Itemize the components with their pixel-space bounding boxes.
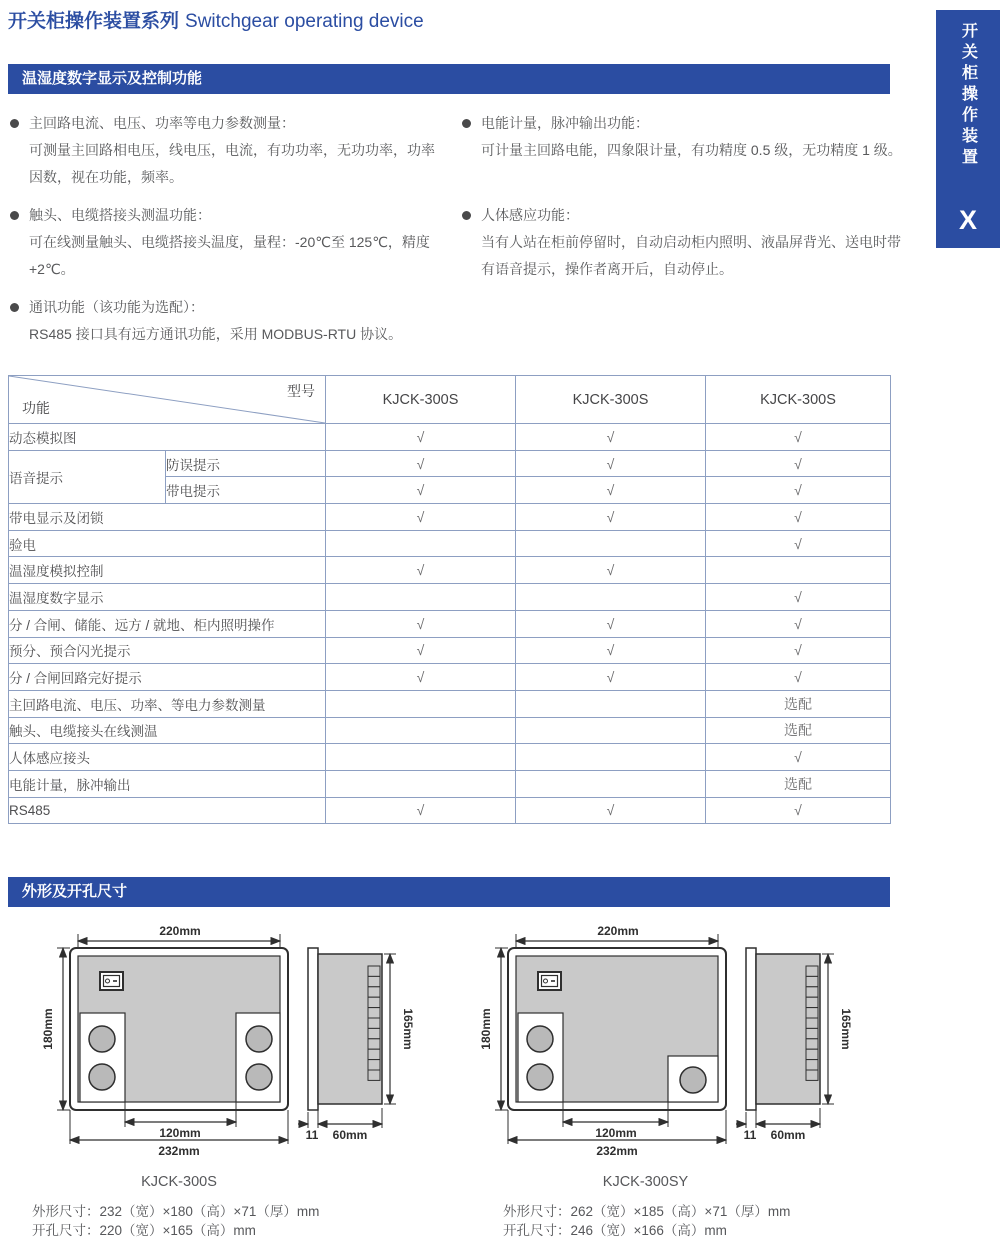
cell: √ — [706, 797, 891, 824]
table-row — [9, 424, 891, 451]
cell: √ — [516, 637, 706, 664]
cell — [326, 717, 516, 744]
cell: √ — [326, 450, 516, 477]
feature-desc: 当有人站在柜前停留时，自动启动柜内照明、液晶屏背光、送电时带有语音提示，操作者离开后，自动停止。 — [481, 234, 901, 277]
cell — [516, 530, 706, 557]
table-row — [9, 450, 891, 477]
feature-title: 主回路电流、电压、功率等电力参数测量： — [29, 115, 295, 131]
cell — [326, 744, 516, 771]
bullet-icon — [10, 211, 19, 220]
dim-left-label: 180mm — [479, 1008, 493, 1050]
power-switch-icon — [100, 972, 123, 990]
table-row — [9, 717, 891, 744]
terminal-blocks — [368, 966, 380, 1080]
corner-label-model: 型号 — [287, 383, 315, 399]
cell — [706, 557, 891, 584]
cell — [326, 770, 516, 797]
feature-item — [8, 294, 448, 348]
cutout-size: 开孔尺寸：220（宽）×165（高）mm — [32, 1223, 256, 1238]
row-label: RS485 — [9, 797, 326, 824]
cell: √ — [706, 530, 891, 557]
dim-top-label: 220mm — [597, 924, 639, 938]
feature-item — [8, 202, 448, 283]
outline-size: 外形尺寸：262（宽）×185（高）×71（厚）mm — [503, 1204, 791, 1219]
page-title — [8, 6, 424, 33]
dimension-drawing-kjck-300sy — [468, 922, 888, 1172]
feature-title: 通讯功能（该功能为选配）： — [29, 299, 204, 315]
dim-side-depth-label: 60mm — [332, 1128, 368, 1142]
cell: √ — [706, 664, 891, 691]
table-row — [9, 770, 891, 797]
dimension-drawing-kjck-300s — [30, 922, 450, 1172]
feature-item — [460, 202, 906, 283]
dimension-spec-right — [503, 1202, 790, 1240]
cell — [516, 690, 706, 717]
row-label: 预分、预合闪光提示 — [9, 637, 326, 664]
dim-left-label: 180mm — [41, 1008, 55, 1050]
side-view — [308, 948, 382, 1110]
dim-side-height-label: 165mm — [401, 1008, 415, 1050]
feature-desc: 可测量主回路相电压，线电压，电流，有功功率，无功功率，功率因数，视在功能，频率。 — [29, 142, 435, 185]
bullet-icon — [10, 303, 19, 312]
row-sublabel: 带电提示 — [166, 477, 326, 504]
page-title-en: Switchgear operating device — [185, 11, 424, 32]
model-column-header: KJCK-300S — [326, 376, 516, 424]
cell: √ — [326, 664, 516, 691]
table-corner-cell — [9, 376, 326, 424]
row-sublabel: 防误提示 — [166, 450, 326, 477]
dim-outer-bottom-label: 232mm — [158, 1144, 200, 1158]
cell: √ — [326, 424, 516, 451]
feature-title: 电能计量，脉冲输出功能： — [481, 115, 649, 131]
cell: 选配 — [706, 690, 891, 717]
cell: √ — [706, 477, 891, 504]
table-row — [9, 744, 891, 771]
row-label: 分 / 合闸回路完好提示 — [9, 664, 326, 691]
cell — [516, 584, 706, 611]
cell: √ — [326, 637, 516, 664]
section-heading-dimensions: 外形及开孔尺寸 — [8, 877, 890, 907]
cell: √ — [706, 504, 891, 531]
table-row — [9, 664, 891, 691]
cell: √ — [516, 797, 706, 824]
feature-desc: 可计量主回路电能，四象限计量，有功精度 0.5 级，无功精度 1 级。 — [481, 142, 902, 158]
table-header-row — [9, 376, 891, 424]
front-view — [508, 948, 726, 1110]
cell: √ — [706, 744, 891, 771]
cell: √ — [516, 557, 706, 584]
cell: √ — [516, 504, 706, 531]
feature-desc: 可在线测量触头、电缆搭接头温度，量程：-20℃至 125℃，精度 +2℃。 — [29, 234, 430, 277]
model-column-header: KJCK-300S — [516, 376, 706, 424]
table-row — [9, 610, 891, 637]
row-label: 温湿度模拟控制 — [9, 557, 326, 584]
feature-column-right — [460, 110, 906, 294]
model-function-table — [8, 375, 891, 824]
cell: √ — [326, 797, 516, 824]
cell: √ — [516, 477, 706, 504]
row-label: 温湿度数字显示 — [9, 584, 326, 611]
front-view — [70, 948, 288, 1110]
cell — [326, 530, 516, 557]
table-row — [9, 557, 891, 584]
side-view — [746, 948, 820, 1110]
feature-item — [460, 110, 906, 164]
feature-item — [8, 110, 448, 191]
drawing-caption-right: KJCK-300SY — [602, 1174, 689, 1190]
cell: √ — [326, 504, 516, 531]
cell — [326, 690, 516, 717]
feature-column-left — [8, 110, 448, 359]
cell: √ — [706, 637, 891, 664]
cell: 选配 — [706, 770, 891, 797]
cell — [516, 717, 706, 744]
dim-side-flange-label: 11 — [743, 1128, 757, 1142]
outline-size: 外形尺寸：232（宽）×180（高）×71（厚）mm — [32, 1204, 320, 1219]
row-label: 带电显示及闭锁 — [9, 504, 326, 531]
table-row — [9, 504, 891, 531]
drawing-caption-left: KJCK-300S — [141, 1174, 217, 1190]
bullet-icon — [462, 119, 471, 128]
cell: √ — [706, 610, 891, 637]
cell: √ — [706, 584, 891, 611]
dim-side-height-label: 165mm — [839, 1008, 853, 1050]
table-row — [9, 690, 891, 717]
cell: √ — [326, 610, 516, 637]
table-row — [9, 584, 891, 611]
side-tab-label: 开关柜操作装置 — [959, 22, 977, 169]
table-row — [9, 797, 891, 824]
dimension-spec-left — [32, 1202, 319, 1240]
row-label: 人体感应接头 — [9, 744, 326, 771]
corner-label-function: 功能 — [22, 400, 50, 416]
bullet-icon — [462, 211, 471, 220]
cell: √ — [706, 424, 891, 451]
table-row — [9, 637, 891, 664]
dim-inner-bottom-label: 120mm — [159, 1126, 201, 1140]
dim-side-flange-label: 11 — [305, 1128, 319, 1142]
cell: 选配 — [706, 717, 891, 744]
row-label: 主回路电流、电压、功率、等电力参数测量 — [9, 690, 326, 717]
row-label: 电能计量，脉冲输出 — [9, 770, 326, 797]
cell: √ — [516, 424, 706, 451]
cell: √ — [326, 557, 516, 584]
dim-inner-bottom-label: 120mm — [595, 1126, 637, 1140]
cell: √ — [706, 450, 891, 477]
feature-desc: RS485 接口具有远方通讯功能，采用 MODBUS-RTU 协议。 — [29, 326, 403, 342]
cell — [516, 770, 706, 797]
row-label: 分 / 合闸、储能、远方 / 就地、柜内照明操作 — [9, 610, 326, 637]
row-label: 触头、电缆接头在线测温 — [9, 717, 326, 744]
terminal-blocks — [806, 966, 818, 1080]
cell: √ — [516, 610, 706, 637]
row-label: 验电 — [9, 530, 326, 557]
feature-title: 人体感应功能： — [481, 207, 579, 223]
dim-side-depth-label: 60mm — [770, 1128, 806, 1142]
cell — [516, 744, 706, 771]
power-switch-icon — [538, 972, 561, 990]
cell: √ — [326, 477, 516, 504]
row-label: 动态模拟图 — [9, 424, 326, 451]
side-tab — [936, 10, 1000, 248]
side-tab-letter: X — [958, 205, 977, 235]
cell: √ — [516, 664, 706, 691]
dim-outer-bottom-label: 232mm — [596, 1144, 638, 1158]
table-row — [9, 530, 891, 557]
feature-title: 触头、电缆搭接头测温功能： — [29, 207, 211, 223]
cutout-size: 开孔尺寸：246（宽）×166（高）mm — [503, 1223, 727, 1238]
cell — [326, 584, 516, 611]
model-column-header: KJCK-300S — [706, 376, 891, 424]
bullet-icon — [10, 119, 19, 128]
row-group-label: 语音提示 — [9, 450, 166, 503]
section-heading-functions: 温湿度数字显示及控制功能 — [8, 64, 890, 94]
diagonal-divider — [9, 376, 325, 423]
cell: √ — [516, 450, 706, 477]
page-title-zh: 开关柜操作装置系列 — [8, 11, 180, 32]
dim-top-label: 220mm — [159, 924, 201, 938]
